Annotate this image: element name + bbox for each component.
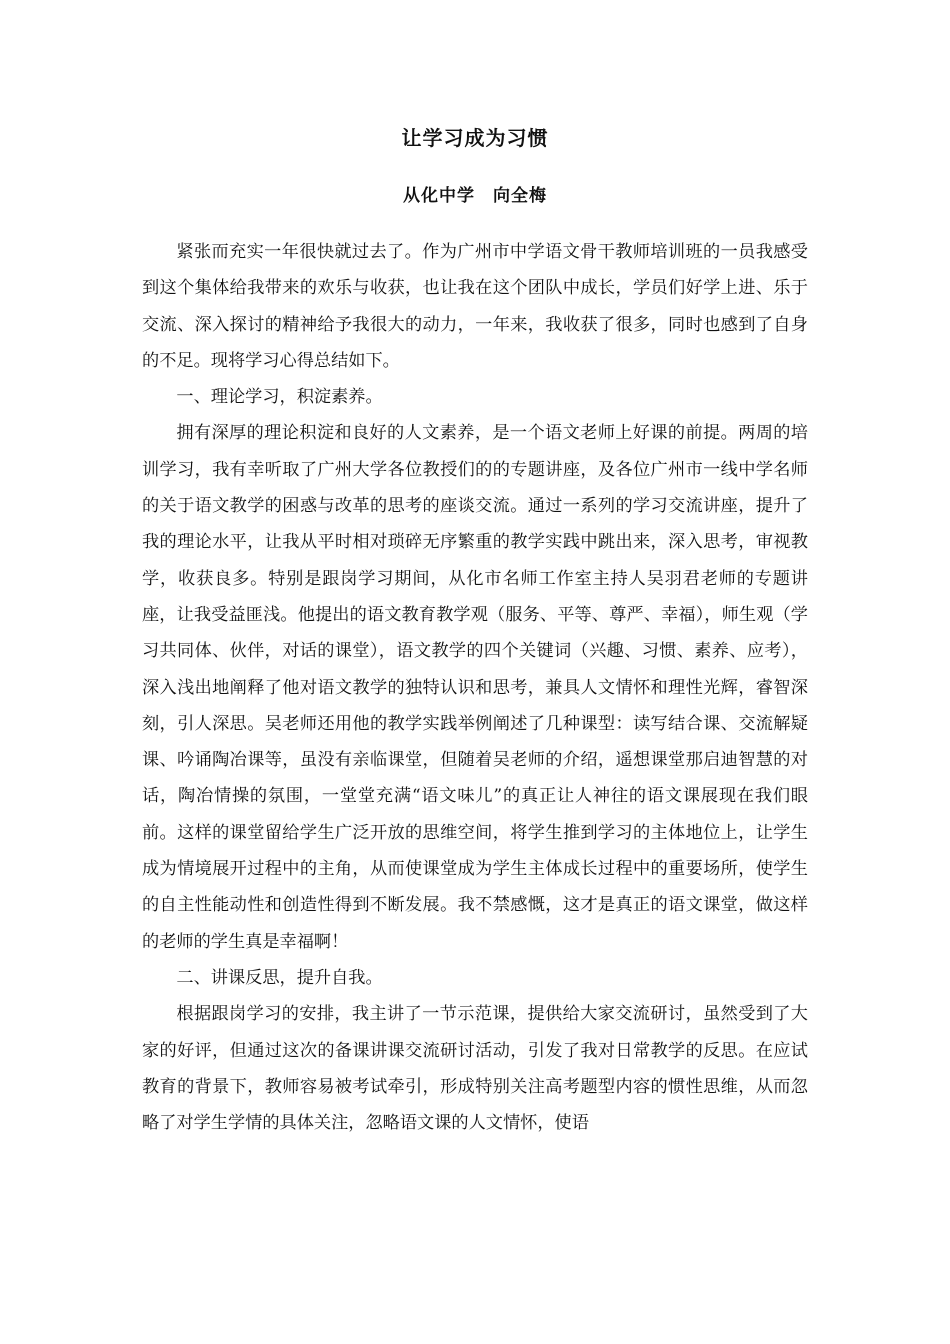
document-author: 从化中学 向全梅 (403, 186, 547, 206)
section-heading-1: 一、理论学习，积淀素养。 (176, 387, 383, 408)
section-heading-2: 二、讲课反思，提升自我。 (176, 967, 383, 988)
document-body (142, 234, 808, 1141)
paragraph-reflection: 根据跟岗学习的安排，我主讲了一节示范课，提供给大家交流研讨，虽然受到了大家的好评，但通过这次的备课讲课交流研讨活动，引发了我对日常教学的反思。在应试教育的背景下，教师容易被考试牵引，形成特别关注高考题型内容的惯性思维，从而忽略了对学生学情的具体关注，忽略语文课的人文情怀，使语 (142, 1004, 808, 1134)
paragraph-intro: 紧张而充实一年很快就过去了。作为广州市中学语文骨干教师培训班的一员我感受到这个集体给我带来的欢乐与收获，也让我在这个团队中成长，学员们好学上进、乐于交流、深入探讨的精神给予我很大的动力，一年来，我收获了很多，同时也感到了自身的不足。现将学习心得总结如下。 (142, 242, 808, 371)
document-title: 让学习成为习惯 (401, 126, 549, 150)
paragraph-theory: 拥有深厚的理论积淀和良好的人文素养，是一个语文老师上好课的前提。两周的培训学习，我有幸听取了广州大学各位教授们的的专题讲座，及各位广州市一线中学名师的关于语文教学的困惑与改革的思考的座谈交流。通过一系列的学习交流讲座，提升了我的理论水平，让我从平时相对琐碎无序繁重的教学实践中跳出来，深入思考，审视教学，收获良多。特别是跟岗学习期间，从化市名师工作室主持人吴羽君老师的专题讲座，让我受益匪浅。他提出的语文教育教学观（服务、平等、尊严、幸福），师生观（学习共同体、伙伴，对话的课堂），语文教学的四个关键词（兴趣、习惯、素养、应考），深入浅出地阐释了他对语文教学的独特认识和思考，兼具人文情怀和理性光辉，睿智深刻，引人深思。吴老师还用他的教学实践举例阐述了几种课型：读写结合课、交流解疑课、吟诵陶冶课等，虽没有亲临课堂，但随着吴老师的介绍，遥想课堂那启迪智慧的对话，陶冶情操的氛围，一堂堂充满“语文味儿”的真正让人神往的语文课展现在我们眼前。这样的课堂留给学生广泛开放的思维空间，将学生推到学习的主体地位上，让学生成为情境展开过程中的主角，从而使课堂成为学生主体成长过程中的重要场所，使学生的自主性能动性和创造性得到不断发展。我不禁感慨，这才是真正的语文课堂，做这样的老师的学生真是幸福啊！ (142, 423, 808, 952)
